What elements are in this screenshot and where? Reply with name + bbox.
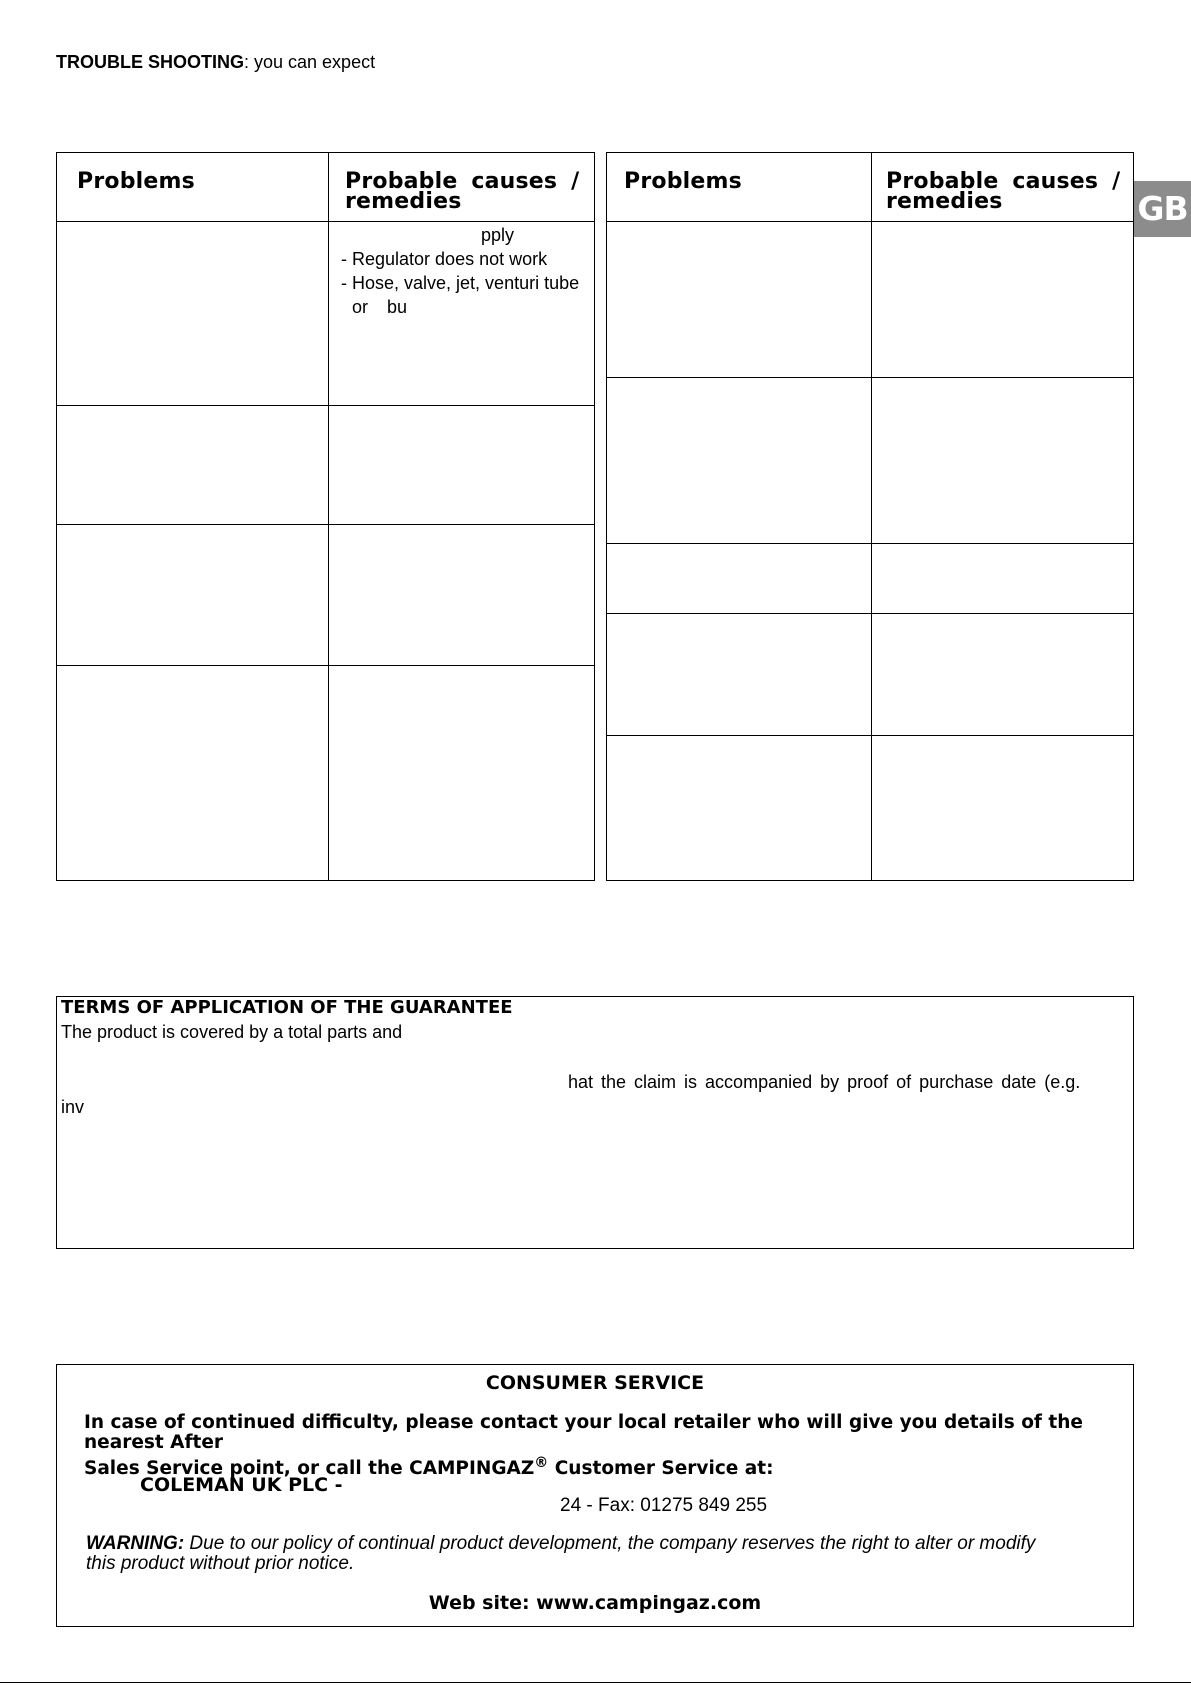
warning-notice (86, 1534, 1116, 1574)
header-problems: Problems (624, 169, 742, 194)
contact-line: In case of continued difficulty, please contact your local retailer who will give you details of the nearest After (84, 1412, 1083, 1453)
consumer-service-title: CONSUMER SERVICE (485, 1372, 705, 1394)
row-divider (607, 735, 1133, 736)
guarantee-title: TERMS OF APPLICATION OF THE GUARANTEE (61, 997, 513, 1018)
warning-line: this product without prior notice. (86, 1553, 355, 1574)
registered-mark: ® (534, 1455, 549, 1471)
row-divider (57, 405, 594, 406)
cause-line: or bu (352, 297, 408, 317)
troubleshooting-table-left (56, 152, 595, 881)
header-probable-causes (886, 169, 1121, 214)
header-causes-line1: Probable causes / (345, 169, 580, 194)
fax-number: 24 - Fax: 01275 849 255 (560, 1495, 768, 1516)
guarantee-line: inv (61, 1097, 85, 1117)
warning-label: WARNING: (86, 1533, 185, 1554)
header-divider (57, 221, 594, 222)
row-divider (607, 543, 1133, 544)
guarantee-line: hat the claim is accompanied by proof of purchase date (e.g. (568, 1072, 1081, 1092)
header-causes-line1: Probable causes / (886, 169, 1121, 194)
cause-line: - Hose, valve, jet, venturi tube (341, 273, 580, 293)
row-divider (607, 613, 1133, 614)
contact-line2-suffix: Customer Service at: (548, 1458, 774, 1480)
header-problems: Problems (77, 169, 195, 194)
row-divider (57, 665, 594, 666)
guarantee-line: The product is covered by a total parts and (61, 1022, 403, 1042)
header-causes-line2: remedies (886, 189, 1003, 214)
company-name: COLEMAN UK PLC - (140, 1474, 343, 1496)
header-divider (607, 221, 1133, 222)
troubleshooting-table-right (606, 152, 1134, 881)
consumer-service-contact (84, 1413, 1114, 1479)
row-divider (57, 524, 594, 525)
warning-text: Due to our policy of continual product development, the company reserves the right to alter or modify (184, 1533, 1036, 1554)
column-divider (328, 153, 329, 880)
trouble-shooting-intro (56, 52, 375, 73)
intro-heading: TROUBLE SHOOTING (56, 52, 244, 72)
cause-line: pply (481, 225, 515, 245)
row-divider (607, 377, 1133, 378)
header-causes-line2: remedies (345, 189, 462, 214)
consumer-service-box (56, 1364, 1134, 1627)
row1-causes (337, 223, 595, 319)
bottom-rule (0, 1682, 1191, 1683)
warning-line (86, 1534, 1116, 1554)
column-divider (871, 153, 872, 880)
contact-line2-prefix: Sales Service point, or call the CAMPINGAZ (84, 1458, 535, 1480)
website-link[interactable]: Web site: www.campingaz.com (428, 1592, 762, 1614)
header-probable-causes (345, 169, 580, 214)
intro-text: : you can expect (244, 52, 376, 72)
cause-line: - Regulator does not work (341, 249, 548, 269)
guarantee-terms-box (56, 996, 1134, 1249)
language-tab-gb: GB (1134, 181, 1191, 237)
